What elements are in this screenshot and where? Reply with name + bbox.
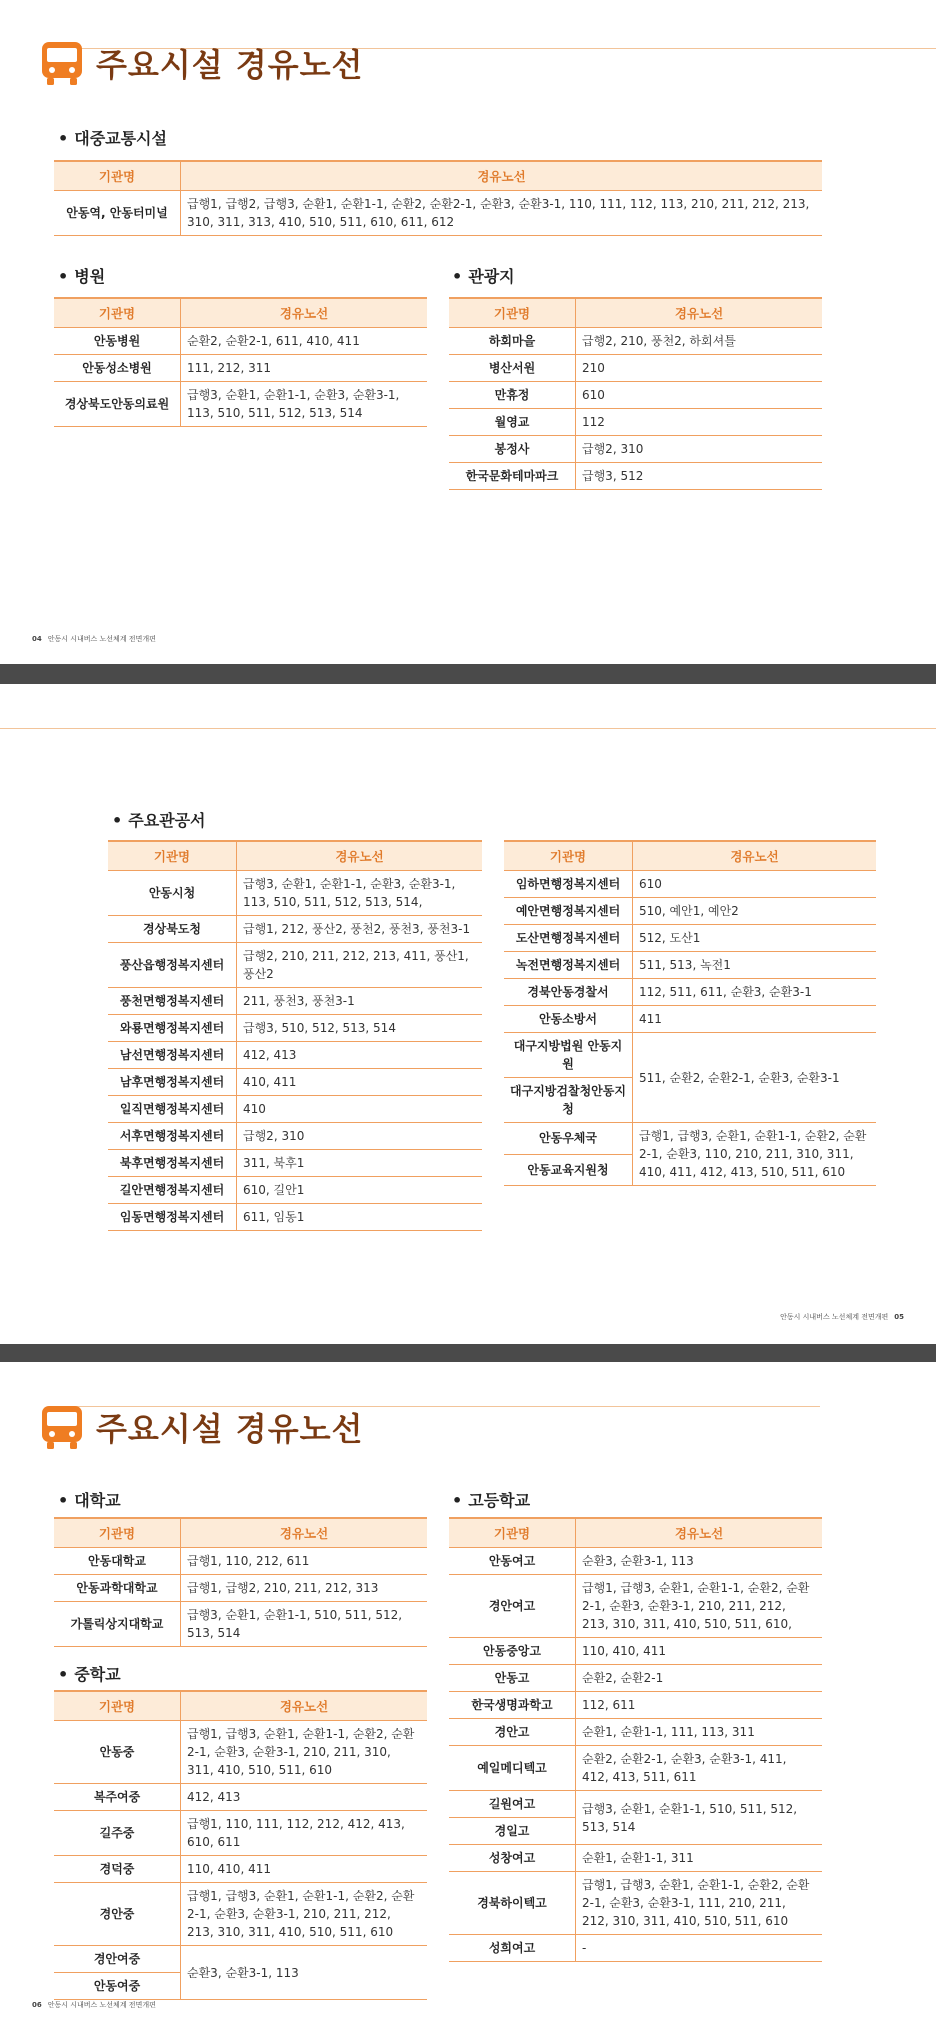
table-row	[54, 1721, 427, 1784]
route-list: 급행2, 210, 풍천2, 하회셔틀	[576, 328, 823, 355]
table-row	[504, 871, 876, 898]
column-header-name: 기관명	[54, 1518, 181, 1548]
column-header-route: 경유노선	[576, 298, 823, 328]
route-list: 순환2, 순환2-1	[576, 1665, 823, 1692]
table-transit	[54, 160, 822, 236]
table-row	[108, 1042, 482, 1069]
route-list: 511, 순환2, 순환2-1, 순환3, 순환3-1	[633, 1033, 877, 1123]
table-row	[54, 1856, 427, 1883]
section-heading-high: • 고등학교	[452, 1491, 531, 1510]
table-row	[54, 382, 427, 427]
route-list: 급행2, 210, 211, 212, 213, 411, 풍산1, 풍산2	[237, 943, 483, 988]
facility-name: 북후면행정복지센터	[108, 1150, 237, 1177]
footer-text: 안동시 시내버스 노선체계 전면개편	[47, 635, 156, 643]
route-list: 112	[576, 409, 823, 436]
route-list: 급행1, 급행3, 순환1, 순환1-1, 순환2, 순환2-1, 순환3, 순환3-1, 111, 210, 211, 212, 310, 311, 410, 510, 511, 610	[576, 1872, 823, 1935]
facility-name: 경북안동경찰서	[504, 979, 633, 1006]
facility-name: 경덕중	[54, 1856, 181, 1883]
facility-name: 안동중앙고	[449, 1638, 576, 1665]
facility-name: 경안여중	[54, 1946, 181, 1973]
facility-name: 안동대학교	[54, 1548, 181, 1575]
route-list: 급행1, 급행2, 210, 211, 212, 313	[181, 1575, 428, 1602]
route-list: 112, 611	[576, 1692, 823, 1719]
facility-name: 안동중	[54, 1721, 181, 1784]
facility-name: 임하면행정복지센터	[504, 871, 633, 898]
page-title: 주요시설 경유노선	[96, 46, 364, 84]
section-heading-middle: • 중학교	[58, 1665, 121, 1684]
facility-name: 임동면행정복지센터	[108, 1204, 237, 1231]
table-row	[449, 355, 822, 382]
table-row	[504, 979, 876, 1006]
facility-name: 녹전면행정복지센터	[504, 952, 633, 979]
facility-name: 풍산읍행정복지센터	[108, 943, 237, 988]
route-list: 급행3, 510, 512, 513, 514	[237, 1015, 483, 1042]
table-row	[449, 1548, 822, 1575]
route-list: 급행1, 급행3, 순환1, 순환1-1, 순환2, 순환2-1, 순환3, 순환3-1, 210, 211, 310, 311, 410, 510, 511, 610	[181, 1721, 428, 1784]
column-header-route: 경유노선	[181, 1518, 428, 1548]
table-row	[449, 1665, 822, 1692]
facility-name: 일직면행정복지센터	[108, 1096, 237, 1123]
route-list: 410, 411	[237, 1069, 483, 1096]
route-list: 512, 도산1	[633, 925, 877, 952]
facility-name: 안동여고	[449, 1548, 576, 1575]
table-row	[108, 988, 482, 1015]
footer-text: 안동시 시내버스 노선체계 전면개편	[47, 2001, 156, 2009]
column-header-name: 기관명	[449, 298, 576, 328]
route-list: 412, 413	[237, 1042, 483, 1069]
table-row	[108, 1015, 482, 1042]
column-header-name: 기관명	[504, 841, 633, 871]
route-list: 611, 임동1	[237, 1204, 483, 1231]
route-list: 순환3, 순환3-1, 113	[181, 1946, 428, 2000]
table-row	[108, 1150, 482, 1177]
table-row	[108, 1177, 482, 1204]
table-row	[449, 409, 822, 436]
route-list: 급행2, 310	[237, 1123, 483, 1150]
column-header-route: 경유노선	[576, 1518, 823, 1548]
column-header-name: 기관명	[108, 841, 237, 871]
table-row	[54, 1548, 427, 1575]
facility-name: 가톨릭상지대학교	[54, 1602, 181, 1647]
facility-name: 길주중	[54, 1811, 181, 1856]
table-row	[449, 463, 822, 490]
facility-name: 성창여고	[449, 1845, 576, 1872]
table-tourism	[449, 297, 822, 490]
page-title: 주요시설 경유노선	[96, 1410, 364, 1448]
table-row	[449, 1845, 822, 1872]
section-heading-public: • 주요관공서	[112, 811, 206, 830]
facility-name: 하회마을	[449, 328, 576, 355]
section-heading-transit: • 대중교통시설	[58, 129, 167, 148]
facility-name: 안동역, 안동터미널	[54, 191, 181, 236]
footer-text: 안동시 시내버스 노선체계 전면개편	[780, 1313, 889, 1321]
facility-name: 만휴정	[449, 382, 576, 409]
column-header-route: 경유노선	[181, 298, 428, 328]
route-list: 410	[237, 1096, 483, 1123]
column-header-name: 기관명	[449, 1518, 576, 1548]
route-list: 급행1, 급행3, 순환1, 순환1-1, 순환2, 순환2-1, 순환3, 순환3-1, 210, 211, 212, 213, 310, 311, 410, 510, 511, 610	[181, 1883, 428, 1946]
route-list: 110, 410, 411	[576, 1638, 823, 1665]
table-row	[449, 1638, 822, 1665]
facility-name: 안동병원	[54, 328, 181, 355]
column-header-route: 경유노선	[633, 841, 877, 871]
facility-name: 경북하이텍고	[449, 1872, 576, 1935]
facility-name: 경일고	[449, 1818, 576, 1845]
bus-icon	[40, 1404, 84, 1450]
page-05	[0, 684, 936, 1344]
page-04	[0, 0, 936, 664]
table-row	[504, 925, 876, 952]
table-row	[54, 1946, 427, 1973]
route-list: 순환1, 순환1-1, 111, 113, 311	[576, 1719, 823, 1746]
bus-icon	[40, 40, 84, 86]
facility-name: 복주여중	[54, 1784, 181, 1811]
table-row	[449, 1791, 822, 1818]
facility-name: 길원여고	[449, 1791, 576, 1818]
route-list: 610	[633, 871, 877, 898]
route-list: 급행1, 110, 111, 112, 212, 412, 413, 610, 611	[181, 1811, 428, 1856]
route-list: 급행2, 310	[576, 436, 823, 463]
table-row	[108, 943, 482, 988]
table-row	[54, 1575, 427, 1602]
table-row	[449, 382, 822, 409]
route-list: 순환3, 순환3-1, 113	[576, 1548, 823, 1575]
route-list: 411	[633, 1006, 877, 1033]
table-hospital	[54, 297, 427, 427]
table-row	[108, 1204, 482, 1231]
route-list: 412, 413	[181, 1784, 428, 1811]
page-footer	[26, 634, 156, 644]
column-header-name: 기관명	[54, 298, 181, 328]
table-row	[54, 1602, 427, 1647]
table-row	[449, 1872, 822, 1935]
facility-name: 한국생명과학고	[449, 1692, 576, 1719]
page-number: 06	[32, 2001, 42, 2009]
route-list: 급행3, 순환1, 순환1-1, 510, 511, 512, 513, 514	[576, 1791, 823, 1845]
route-list: 211, 풍천3, 풍천3-1	[237, 988, 483, 1015]
facility-name: 안동시청	[108, 871, 237, 916]
section-header	[40, 1404, 363, 1450]
table-row	[504, 898, 876, 925]
page-number: 04	[32, 635, 42, 643]
facility-name: 와룡면행정복지센터	[108, 1015, 237, 1042]
table-row	[54, 1811, 427, 1856]
facility-name: 경안중	[54, 1883, 181, 1946]
header-rule	[0, 728, 936, 729]
route-list: 311, 북후1	[237, 1150, 483, 1177]
facility-name: 풍천면행정복지센터	[108, 988, 237, 1015]
column-header-name: 기관명	[54, 161, 181, 191]
route-list: 110, 410, 411	[181, 1856, 428, 1883]
table-row	[504, 1123, 876, 1155]
page-number: 05	[894, 1313, 904, 1321]
table-row	[449, 436, 822, 463]
page-footer	[26, 2000, 156, 2010]
table-high	[449, 1517, 822, 1962]
route-list: 610	[576, 382, 823, 409]
facility-name: 서후면행정복지센터	[108, 1123, 237, 1150]
table-row	[54, 1883, 427, 1946]
section-heading-university: • 대학교	[58, 1491, 121, 1510]
table-row	[108, 1096, 482, 1123]
route-list: 111, 212, 311	[181, 355, 428, 382]
facility-name: 남선면행정복지센터	[108, 1042, 237, 1069]
facility-name: 대구지방검찰청안동지청	[504, 1078, 633, 1123]
route-list: 급행3, 512	[576, 463, 823, 490]
table-row	[54, 355, 427, 382]
table-row	[54, 1784, 427, 1811]
facility-name: 예일메디텍고	[449, 1746, 576, 1791]
facility-name: 안동여중	[54, 1973, 181, 2000]
route-list: 급행3, 순환1, 순환1-1, 510, 511, 512, 513, 514	[181, 1602, 428, 1647]
column-header-route: 경유노선	[237, 841, 483, 871]
section-heading-hospital: • 병원	[58, 267, 106, 286]
table-row	[449, 1575, 822, 1638]
facility-name: 경상북도안동의료원	[54, 382, 181, 427]
route-list: 112, 511, 611, 순환3, 순환3-1	[633, 979, 877, 1006]
table-row	[504, 1006, 876, 1033]
facility-name: 남후면행정복지센터	[108, 1069, 237, 1096]
table-row	[449, 1746, 822, 1791]
facility-name: 도산면행정복지센터	[504, 925, 633, 952]
facility-name: 안동우체국	[504, 1123, 633, 1155]
facility-name: 길안면행정복지센터	[108, 1177, 237, 1204]
facility-name: 경상북도청	[108, 916, 237, 943]
table-row	[449, 328, 822, 355]
column-header-route: 경유노선	[181, 1691, 428, 1721]
facility-name: 예안면행정복지센터	[504, 898, 633, 925]
facility-name: 봉정사	[449, 436, 576, 463]
facility-name: 경안고	[449, 1719, 576, 1746]
facility-name: 월영교	[449, 409, 576, 436]
facility-name: 안동과학대학교	[54, 1575, 181, 1602]
facility-name: 한국문화테마파크	[449, 463, 576, 490]
table-middle	[54, 1690, 427, 2000]
page-footer	[780, 1312, 910, 1322]
route-list: 210	[576, 355, 823, 382]
section-header	[40, 40, 363, 86]
table-public-right	[504, 840, 876, 1186]
route-list: 급행1, 급행3, 순환1, 순환1-1, 순환2, 순환2-1, 순환3, 110, 210, 211, 310, 311, 410, 411, 412, 413, 510, 511, 610	[633, 1123, 877, 1186]
route-list: 급행3, 순환1, 순환1-1, 순환3, 순환3-1, 113, 510, 511, 512, 513, 514,	[237, 871, 483, 916]
facility-name: 안동성소병원	[54, 355, 181, 382]
route-list: 급행1, 급행3, 순환1, 순환1-1, 순환2, 순환2-1, 순환3, 순환3-1, 210, 211, 212, 213, 310, 311, 410, 510, 511, 610,	[576, 1575, 823, 1638]
column-header-route: 경유노선	[181, 161, 823, 191]
section-heading-tourism: • 관광지	[452, 267, 515, 286]
table-row	[108, 916, 482, 943]
route-list: 610, 길안1	[237, 1177, 483, 1204]
facility-name: 안동소방서	[504, 1006, 633, 1033]
table-row	[108, 1069, 482, 1096]
route-list: -	[576, 1935, 823, 1962]
table-row	[504, 1033, 876, 1078]
route-list: 511, 513, 녹전1	[633, 952, 877, 979]
facility-name: 안동교육지원청	[504, 1154, 633, 1186]
table-row	[54, 191, 822, 236]
table-row	[108, 1123, 482, 1150]
page-06	[0, 1362, 936, 2026]
facility-name: 경안여고	[449, 1575, 576, 1638]
route-list: 순환2, 순환2-1, 순환3, 순환3-1, 411, 412, 413, 511, 611	[576, 1746, 823, 1791]
route-list: 급행1, 110, 212, 611	[181, 1548, 428, 1575]
facility-name: 대구지방법원 안동지원	[504, 1033, 633, 1078]
table-row	[504, 952, 876, 979]
table-public-left	[108, 840, 482, 1231]
facility-name: 성희여고	[449, 1935, 576, 1962]
table-row	[449, 1935, 822, 1962]
table-university	[54, 1517, 427, 1647]
column-header-name: 기관명	[54, 1691, 181, 1721]
route-list: 순환2, 순환2-1, 611, 410, 411	[181, 328, 428, 355]
route-list: 510, 예안1, 예안2	[633, 898, 877, 925]
table-row	[449, 1719, 822, 1746]
table-row	[449, 1692, 822, 1719]
facility-name: 병산서원	[449, 355, 576, 382]
route-list: 급행3, 순환1, 순환1-1, 순환3, 순환3-1, 113, 510, 511, 512, 513, 514	[181, 382, 428, 427]
route-list: 급행1, 212, 풍산2, 풍천2, 풍천3, 풍천3-1	[237, 916, 483, 943]
route-list: 순환1, 순환1-1, 311	[576, 1845, 823, 1872]
table-row	[54, 328, 427, 355]
facility-name: 안동고	[449, 1665, 576, 1692]
route-list: 급행1, 급행2, 급행3, 순환1, 순환1-1, 순환2, 순환2-1, 순환3, 순환3-1, 110, 111, 112, 113, 210, 211, 212, 213, 310, 311, 313, 410, 510, 511, 610, 611, 612	[181, 191, 823, 236]
table-row	[108, 871, 482, 916]
